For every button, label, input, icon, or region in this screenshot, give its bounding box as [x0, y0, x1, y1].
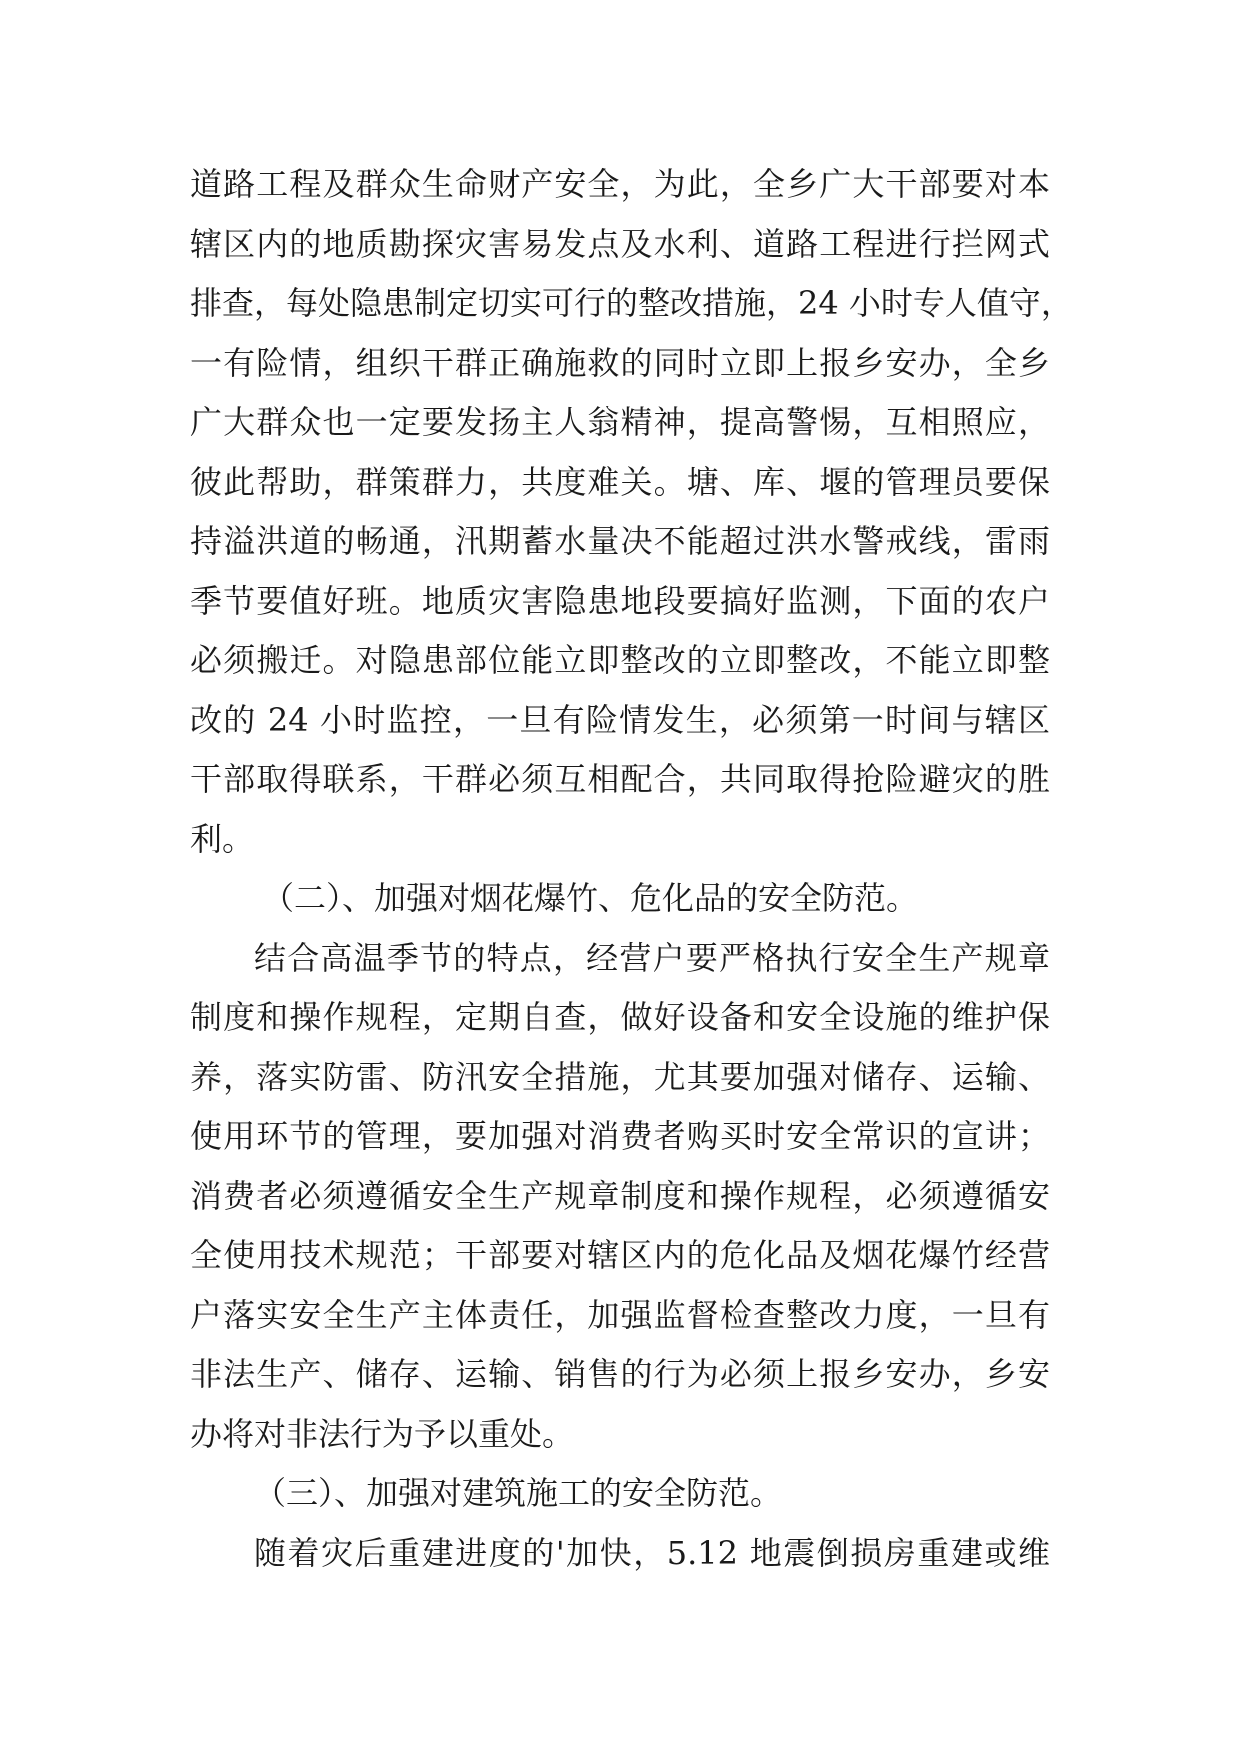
text-line-10: 改的 24 小时监控，一旦有险情发生，必须第一时间与辖区 — [190, 700, 1050, 739]
text-line-5: 广大群众也一定要发扬主人翁精神，提高警惕，互相照应， — [190, 403, 1050, 441]
text-line-4: 一有险情，组织干群正确施救的同时立即上报乡安办，全乡 — [190, 343, 1050, 382]
text-line-3: 排查，每处隐患制定切实可行的整改措施，24 小时专人值守， — [190, 284, 1073, 322]
text-line-11: 干部取得联系，干群必须互相配合，共同取得抢险避灾的胜 — [190, 760, 1050, 798]
text-line-6: 彼此帮助，群策群力，共度难关。塘、库、堰的管理员要保 — [190, 462, 1050, 501]
text-line-24: 随着灾后重建进度的'加快，5.12 地震倒损房重建或维 — [254, 1533, 1050, 1572]
text-line-1: 道路工程及群众生命财产安全，为此，全乡广大干部要对本 — [190, 165, 1050, 203]
text-line-19: 全使用技术规范；干部要对辖区内的危化品及烟花爆竹经营 — [190, 1236, 1050, 1274]
text-line-8: 季节要值好班。地质灾害隐患地段要搞好监测，下面的农户 — [190, 581, 1050, 620]
text-line-7: 持溢洪道的畅通，汛期蓄水量决不能超过洪水警戒线，雷雨 — [190, 522, 1050, 560]
text-line-9: 必须搬迁。对隐患部位能立即整改的立即整改，不能立即整 — [190, 641, 1050, 679]
text-line-16: 养，落实防雷、防汛安全措施，尤其要加强对储存、运输、 — [190, 1057, 1050, 1096]
text-line-2: 辖区内的地质勘探灾害易发点及水利、道路工程进行拦网式 — [190, 224, 1050, 263]
text-line-20: 户落实安全生产主体责任，加强监督检查整改力度，一旦有 — [190, 1295, 1050, 1334]
text-line-17: 使用环节的管理，要加强对消费者购买时安全常识的宣讲； — [190, 1117, 1050, 1155]
text-line-14: 结合高温季节的特点，经营户要严格执行安全生产规章 — [254, 938, 1050, 977]
section-heading-2: （二）、加强对烟花爆竹、危化品的安全防范。 — [262, 879, 919, 917]
text-line-21: 非法生产、储存、运输、销售的行为必须上报乡安办，乡安 — [190, 1355, 1050, 1393]
text-line-15: 制度和操作规程，定期自查，做好设备和安全设施的维护保 — [190, 998, 1050, 1036]
text-line-22: 办将对非法行为予以重处。 — [190, 1414, 575, 1453]
document-body — [190, 155, 1073, 1583]
text-line-18: 消费者必须遵循安全生产规章制度和操作规程，必须遵循安 — [190, 1176, 1050, 1215]
section-heading-3: （三）、加强对建筑施工的安全防范。 — [254, 1474, 783, 1512]
text-line-12: 利。 — [190, 819, 255, 858]
